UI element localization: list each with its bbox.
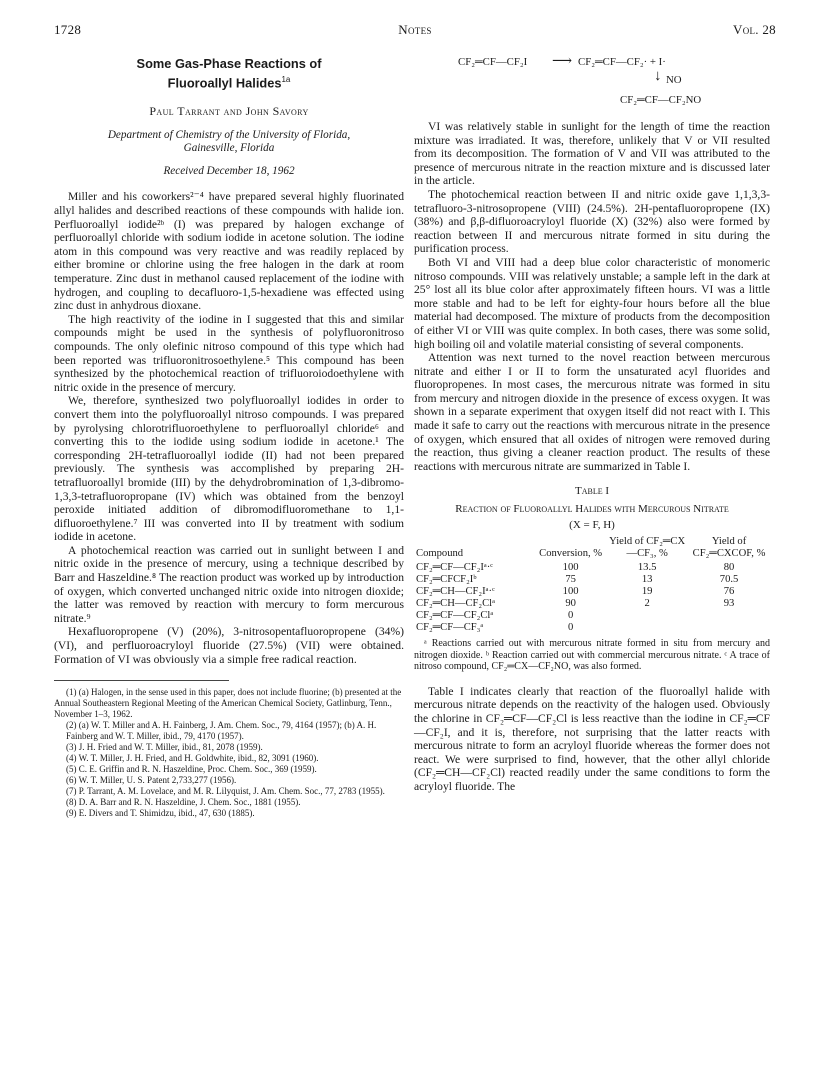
table-cell-conversion: 90 — [565, 598, 576, 610]
article-title — [54, 56, 404, 91]
footnote-7: (7) P. Tarrant, A. M. Lovelace, and M. R. Lilyquist, J. Am. Chem. Soc., 77, 2783 (1955). — [66, 786, 385, 797]
section-name: Notes — [398, 22, 432, 37]
table-cell-yield-propene: 19 — [641, 586, 653, 598]
table-cell-compound: CF₂═CF—CF₂Iᵃ·ᶜ — [416, 562, 494, 574]
page-header — [54, 22, 776, 40]
table-subtitle: (X = F, H) — [569, 518, 615, 531]
page-number: 1728 — [54, 22, 82, 37]
left-paragraph-2: The high reactivity of the iodine in I suggested that this and similar compounds might be used in the synthesis of polyfluoronitroso compounds. The only olefinic nitroso compound of this type which had been reported was trifluoronitrosoethylene.⁵ This compound has been synthesized by the photochemical reaction of trifluoroiodoethylene with nitric oxide in the presence of mercury. — [54, 312, 404, 394]
table-cell-compound: CF₂═CFCF₂Iᵇ — [416, 574, 477, 586]
table-notes — [414, 638, 770, 673]
results-table — [414, 536, 770, 634]
table-header-row — [414, 536, 770, 562]
footnotes — [54, 687, 404, 819]
table-cell-conversion: 0 — [567, 610, 574, 622]
scheme-down-arrow: ↓ — [654, 68, 662, 84]
table-label: Table I — [574, 485, 610, 498]
table-cell-compound: CF₂═CH—CF₂Iᵃ·ᶜ — [416, 586, 495, 598]
table-cell-yield-propene — [606, 622, 688, 634]
right-paragraph-3: Both VI and VIII had a deep blue color characteristic of monomeric nitroso compounds. VIII was relatively unstable; a sample left in the dark at 25° lost all its blue color after approximately fifteen hours. VI was a little more stable and had to be left for eighty-four hours before all the blue material had decomposed. The mixture of products from the decomposition of either VI or VIII was quite complex. In both cases, there was some solid, high boiling oil and volatile material consisting of several components. — [414, 255, 770, 351]
affiliation-line-2: Gainesville, Florida — [183, 141, 275, 154]
title-line-1: Some Gas-Phase Reactions of — [136, 56, 322, 71]
affiliation — [54, 129, 404, 155]
table-cell-yield-acyl: 93 — [723, 598, 735, 610]
left-paragraph-3: We, therefore, synthesized two polyfluoroallyl iodides in order to convert them into the polyfluoroallyl nitroso compounds. I was prepared by pyrolysing chlorotrifluoroethylene to perfluoroallyl chloride⁶ and converting this to the iodide using sodium iodide in acetone.¹ The corresponding 2H-tetrafluoroallyl iodide (II) had not been prepared previously. The synthesis was accomplished by preparing 2H-tetrafluoroallyl bromide (III) by the dehydrobromination of 1,3-dibromo-1,3,3-tetrafluoropropane (IV) which was obtained from the benzoyl peroxide initiated addition of dibromodifluoromethane to 1,1-difluoroethylene.⁷ III was converted into II by treatment with sodium iodide in acetone. — [54, 394, 404, 544]
scheme-products: CF₂═CF—CF₂· + I· — [578, 56, 666, 68]
title-line-2-text: Fluoroallyl Halides — [167, 75, 282, 91]
footnote-4: (4) W. T. Miller, J. H. Fried, and H. Goldwhite, ibid., 82, 3091 (1960). — [66, 753, 319, 764]
table-row — [414, 574, 770, 586]
table-row — [414, 586, 770, 598]
footnote-divider — [54, 680, 229, 681]
footnote-9: (9) E. Divers and T. Shimidzu, ibid., 47, 630 (1885). — [66, 808, 255, 819]
table-cell-yield-acyl: 80 — [723, 562, 735, 574]
table-cell-yield-acyl: 70.5 — [719, 574, 739, 586]
table-row — [414, 610, 770, 622]
table-cell-yield-propene: 2 — [644, 598, 650, 610]
left-paragraph-5: Hexafluoropropene (V) (20%), 3-nitrosopentafluoropropene (34%) (VI), and perfluoroacryloyl fluoride (27.5%) (VII) were obtained. Formation of VI was obviously via a simple free radical reaction. — [54, 625, 404, 666]
table-header-compound: Compound — [416, 548, 464, 560]
table-cell-conversion: 75 — [565, 574, 576, 586]
left-column — [54, 56, 404, 819]
table-header-conversion: Conversion, % — [539, 548, 603, 560]
right-column — [414, 56, 770, 793]
scheme-reactant: CF₂═CF—CF₂I — [458, 56, 528, 68]
table-cell-conversion: 0 — [567, 622, 574, 634]
table-footnotes: ᵃ Reactions carried out with mercurous nitrate formed in situ from mercury and nitrogen dioxide. ᵇ Reaction carried out with commercial mercurous nitrate. ᶜ A trace of nitroso compound, CF₂═CX—CF₂NO, was also formed. — [414, 638, 770, 673]
table-cell-conversion: 100 — [562, 586, 579, 598]
left-paragraph-4: A photochemical reaction was carried out in sunlight between I and nitric oxide in the presence of mercury, using a technique described by Barr and Haszeldine.⁸ The reaction product was worked up by introduction of oxygen, which converted unchanged nitric oxide into nitrogen dioxide; the latter was removed by reaction with mercury to form mercurous nitrate.⁹ — [54, 543, 404, 625]
footnote-2: (2) (a) W. T. Miller and A. H. Fainberg, J. Am. Chem. Soc., 79, 4164 (1957); (b) A. H. Fainberg and W. T. Miller, ibid., 79, 4170 (1957). — [66, 720, 377, 742]
reaction-scheme — [414, 56, 770, 114]
footnote-8: (8) D. A. Barr and R. N. Haszeldine, J. Chem. Soc., 1881 (1955). — [66, 797, 301, 808]
table-row — [414, 598, 770, 610]
table-cell-conversion: 100 — [562, 562, 579, 574]
left-paragraph-1: Miller and his coworkers²⁻⁴ have prepared several highly fluorinated allyl halides and described reactions of these compounds with halide ion. Perfluoroallyl iodide²ᵇ (I) was prepared by halogen exchange of perfluoroallyl chloride with sodium iodide in acetone solution. The iodine atom in this compound was very reactive and was readily replaced by either bromine or chlorine using the free halogen in the dark at room temperature. Zinc dust in methanol caused replacement of the iodine with hydrogen, and coupling to decafluoro-1,5-hexadiene was effected using zinc dust in anhydrous dioxane. — [54, 190, 404, 313]
footnote-1: (1) (a) Halogen, in the sense used in this paper, does not include fluorine; (b) presented at the Annual Southeastern Regional Meeting of the American Chemical Society, Gatlinburg, Tenn., November 1–3, 1962. — [54, 687, 402, 720]
table-row — [414, 622, 770, 634]
received-date: Received December 18, 1962 — [163, 164, 295, 177]
table-header-yield-propene: Yield of CF₂═CX—CF₃, % — [609, 536, 686, 560]
table-cell-compound: CF₂═CF—CF₂Clᵃ — [416, 610, 494, 622]
table-cell-yield-propene: 13 — [641, 574, 653, 586]
affiliation-line-1: Department of Chemistry of the University of Florida, — [107, 128, 351, 141]
table-cell-yield-acyl — [688, 622, 770, 634]
right-paragraph-1: VI was relatively stable in sunlight for the length of time the reaction mixture was irradiated. It was, therefore, unlikely that V or VII resulted from its decomposition. The formation of V and VII was attributed to the presence of mercurous nitrate in the reaction mixture and is discussed later in the article. — [414, 120, 770, 188]
table-cell-compound: CF₂═CH—CF₂Clᵃ — [416, 598, 496, 610]
footnote-5: (5) C. E. Griffin and R. N. Haszeldine, Proc. Chem. Soc., 369 (1959). — [66, 764, 317, 775]
table-cell-yield-propene: 13.5 — [637, 562, 657, 574]
table-row — [414, 562, 770, 574]
right-paragraph-2: The photochemical reaction between II and nitric oxide gave 1,1,3,3-tetrafluoro-3-nitrosopropene (VIII) (24.5%). 2H-pentafluoropropene (IX) (38%) and β,β-difluoroacryloyl fluoride (X) (32%) also were formed by reaction between II and mercurous nitrate formed in situ during the purification process. — [414, 187, 770, 256]
table-cell-yield-propene — [606, 610, 688, 622]
scheme-reagent: NO — [666, 74, 682, 86]
right-paragraph-4: Attention was next turned to the novel reaction between mercurous nitrate and either I or II to form the unsaturated acyl fluorides and fluoropropenes. In most cases, the mercurous nitrate was formed in situ from mercury and nitrogen dioxide in the presence of excess oxygen. It was shown in a separate experiment that oxygen itself did not react with I. This made it safe to carry out the reactions with mercurous nitrate in the presence of oxygen, which ensured that all oxides of nitrogen were removed during the reaction, thus giving a cleaner reaction product. The results of these reactions with mercurous nitrate are summarized in Table I. — [414, 351, 770, 473]
table-cell-compound: CF₂═CF—CF₃ᵃ — [416, 622, 484, 634]
footnote-3: (3) J. H. Fried and W. T. Miller, ibid., 81, 2078 (1959). — [66, 742, 263, 753]
table-header-yield-acyl: Yield of CF₂═CXCOF, % — [692, 536, 766, 560]
table-cell-yield-acyl — [688, 610, 770, 622]
scheme-arrow: ⟶ — [552, 54, 573, 69]
authors: Paul Tarrant and John Savory — [149, 104, 309, 119]
table-title: Reaction of Fluoroallyl Halides with Mercurous Nitrate — [455, 503, 729, 516]
right-paragraph-5: Table I indicates clearly that reaction of the fluoroallyl halide with mercurous nitrate depends on the reactivity of the halogen used. Obviously the chlorine in CF₂═CF—CF₂Cl is less reactive than the iodine in CF₂═CF—CF₂I, and it is, therefore, not surprising that the latter reacts with mercurous nitrate to form an acryloyl fluoride whereas the former does not react. We were surprised to find, however, that the other allyl chloride (CF₂═CH—CF₂Cl) reacted readily under the same conditions to form the acryloyl fluoride. The — [414, 684, 770, 793]
volume-label: Vol. 28 — [733, 22, 776, 37]
scheme-product: CF₂═CF—CF₂NO — [620, 94, 702, 106]
table-cell-yield-acyl: 76 — [723, 586, 735, 598]
title-footnote-mark: 1a — [281, 75, 291, 84]
title-line-2 — [54, 72, 404, 91]
footnote-6: (6) W. T. Miller, U. S. Patent 2,733,277 (1956). — [66, 775, 237, 786]
